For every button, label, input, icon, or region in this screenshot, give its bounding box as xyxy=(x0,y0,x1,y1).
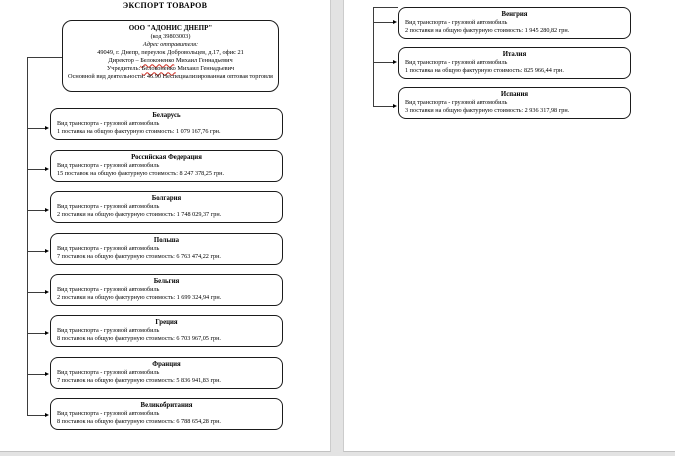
arrowhead-belgium-icon xyxy=(45,290,49,294)
supply-line: 3 поставки на общую фактурную стоимость: 2 936 317,98 грн. xyxy=(405,106,570,114)
connector-branch-belgium xyxy=(27,292,46,293)
connector-line-company xyxy=(27,57,62,58)
connector-branch-france xyxy=(27,374,46,375)
document-page-1 xyxy=(0,0,331,452)
connector-top-segment xyxy=(373,7,398,8)
founder-label: Учредитель: xyxy=(106,65,142,73)
director-label: Директор – xyxy=(108,57,141,65)
supply-line: 1 поставка на общую фактурную стоимость: 825 966,44 грн. xyxy=(405,66,564,74)
supply-line: 2 поставки на общую фактурную стоимость: 1 699 324,94 грн. xyxy=(57,293,222,301)
connector-branch-belarus xyxy=(27,128,46,129)
director-name-rest: Михаил Геннадьевич xyxy=(174,57,233,65)
supply-line: 15 поставок на общую фактурную стоимость: 8 247 378,25 грн. xyxy=(57,169,225,177)
country-name: Бельгия xyxy=(153,278,180,285)
arrowhead-italy-icon xyxy=(393,60,397,64)
country-name: Беларусь xyxy=(152,112,181,119)
supply-line: 2 поставки на общую фактурную стоимость: 1 945 280,82 грн. xyxy=(405,26,570,34)
arrowhead-bulgaria-icon xyxy=(45,208,49,212)
connector-branch-uk xyxy=(27,415,46,416)
country-box-russia xyxy=(50,150,283,182)
transport-line: Вид транспорта - грузовой автомобиль xyxy=(57,327,160,334)
country-box-france xyxy=(50,357,283,389)
director-name-misspelled: Белоконенко xyxy=(140,57,175,65)
connector-branch-bulgaria xyxy=(27,210,46,211)
company-founder-line xyxy=(65,65,276,73)
supply-line: 7 поставок на общую фактурную стоимость: 6 763 474,22 грн. xyxy=(57,252,221,260)
country-name: Польша xyxy=(153,237,180,244)
connector-branch-greece xyxy=(27,333,46,334)
arrowhead-belarus-icon xyxy=(45,126,49,130)
connector-branch-italy xyxy=(373,62,394,63)
connector-branch-poland xyxy=(27,251,46,252)
country-box-italy xyxy=(398,47,631,79)
country-box-uk xyxy=(50,398,283,430)
country-box-belarus xyxy=(50,108,283,140)
transport-line: Вид транспорта - грузовой автомобиль xyxy=(405,99,508,106)
country-name: Испания xyxy=(500,91,529,98)
transport-line: Вид транспорта - грузовой автомобиль xyxy=(57,410,160,417)
country-box-belgium xyxy=(50,274,283,306)
transport-line: Вид транспорта - грузовой автомобиль xyxy=(57,162,160,169)
arrowhead-uk-icon xyxy=(45,413,49,417)
supply-line: 2 поставки на общую фактурную стоимость: 1 748 029,37 грн. xyxy=(57,210,222,218)
transport-line: Вид транспорта - грузовой автомобиль xyxy=(405,19,508,26)
arrowhead-france-icon xyxy=(45,372,49,376)
page-title: ЭКСПОРТ ТОВАРОВ xyxy=(122,1,208,10)
arrowhead-spain-icon xyxy=(393,104,397,108)
connector-branch-hungary xyxy=(373,22,394,23)
country-box-spain xyxy=(398,87,631,119)
connector-branch-russia xyxy=(27,169,46,170)
founder-name-misspelled: Белоконенко xyxy=(141,65,176,73)
transport-line: Вид транспорта - грузовой автомобиль xyxy=(57,369,160,376)
transport-line: Вид транспорта - грузовой автомобиль xyxy=(57,245,160,252)
country-name: Греция xyxy=(155,319,178,326)
country-box-greece xyxy=(50,315,283,347)
country-box-poland xyxy=(50,233,283,265)
country-name: Великобритания xyxy=(140,402,193,409)
company-address: 49049, г. Днепр, переулок Добровольцев, д.17, офис 21 xyxy=(97,49,244,57)
arrowhead-russia-icon xyxy=(45,167,49,171)
transport-line: Вид транспорта - грузовой автомобиль xyxy=(405,59,508,66)
transport-line: Вид транспорта - грузовой автомобиль xyxy=(57,203,160,210)
company-address-label: Адрес отправителя: xyxy=(142,41,199,49)
country-box-bulgaria xyxy=(50,191,283,223)
company-name: ООО "АДОНИС ДНЕПР" xyxy=(128,24,213,32)
supply-line: 7 поставок на общую фактурную стоимость: 5 836 941,83 грн. xyxy=(57,376,221,384)
country-name: Франция xyxy=(152,361,181,368)
country-name: Болгария xyxy=(151,195,182,202)
country-name: Италия xyxy=(502,51,527,58)
country-name: Венгрия xyxy=(501,11,528,18)
supply-line: 8 поставок на общую фактурную стоимость: 6 788 654,28 грн. xyxy=(57,417,221,425)
connector-trunk-left xyxy=(27,57,28,416)
transport-line: Вид транспорта - грузовой автомобиль xyxy=(57,286,160,293)
arrowhead-poland-icon xyxy=(45,249,49,253)
country-box-hungary xyxy=(398,7,631,39)
founder-name-rest: Михаил Геннадьевич xyxy=(175,65,235,73)
company-code: (код 39803003) xyxy=(150,33,191,40)
company-info-box xyxy=(62,20,279,92)
document-page-2 xyxy=(343,0,675,452)
country-name: Российская Федерация xyxy=(131,154,202,161)
connector-branch-spain xyxy=(373,106,394,107)
transport-line: Вид транспорта - грузовой автомобиль xyxy=(57,120,160,127)
company-director-line xyxy=(65,57,276,65)
company-activity: Основной вид деятельности: 46.90 Неспециализированная оптовая торговля xyxy=(68,73,273,81)
supply-line: 8 поставок на общую фактурную стоимость: 6 703 967,05 грн. xyxy=(57,334,221,342)
supply-line: 1 поставка на общую фактурную стоимость: 1 079 167,76 грн. xyxy=(57,127,221,135)
arrowhead-greece-icon xyxy=(45,331,49,335)
arrowhead-hungary-icon xyxy=(393,20,397,24)
